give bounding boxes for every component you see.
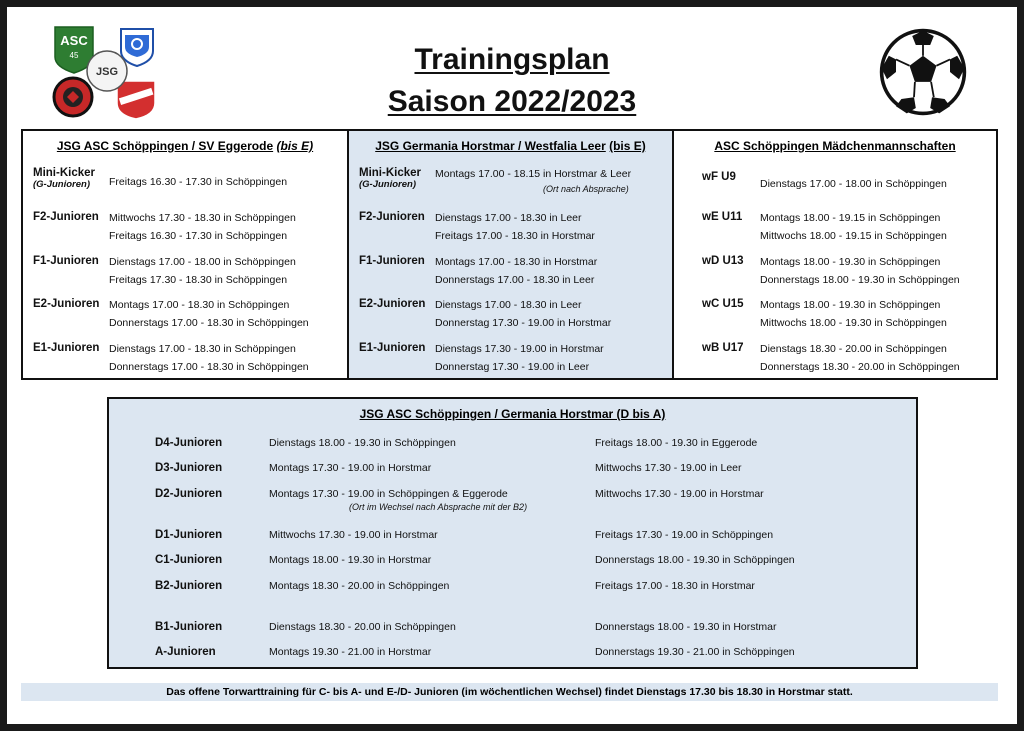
older-youth-table: JSG ASC Schöppingen / Germania Horstmar (D bis A) D4-Junioren Dienstags 18.00 - 19.30 in Schöppingen Freitags 18.00 - 19.30 in Eggerode D3-Junioren Montags 17.30 - 19.00 in Horstmar Mittwochs 17.30 - 19.00 in Leer D2-Junioren Montags 17.30 - 19.00 in Schöppingen & Eggerode Mittwochs 17.30 - 19.00 in Horstmar (Ort im Wechsel nach Absprache mit der B2) D1-Junioren Mittwochs 17.30 - 19.00 in Horstmar Freitags 17.30 - 19.00 in Schöppingen C1-Junioren Montags 18.00 - 19.30 in Horstmar Donnerstags 18.00 - 19.30 in Schöppingen B2-Junioren Montags 18.30 - 20.00 in Schöppingen Freitags 17.00 - 18.30 in Horstmar B1-Junioren Dienstags 18.30 - 20.00 in Schöppingen Donnerstags 18.00 - 19.30 in Horstmar A-Junioren Montags 19.30 - 21.00 in Horstmar Donnerstags 19.30 - 21.00 in Schöppingen	[107, 397, 918, 669]
table-header: JSG ASC Schöppingen / Germania Horstmar (D bis A)	[359, 407, 666, 421]
soccer-ball-icon	[873, 27, 973, 117]
column-header: JSG Germania Horstmar / Westfalia Leer (bis E)	[375, 139, 646, 153]
column-girls-teams: ASC Schöppingen Mädchenmannschaften wF U9 Dienstags 17.00 - 18.00 in Schöppingen wE U11 Montags 18.00 - 19.15 in Schöppingen Mittwochs 18.00 - 19.15 in Schöppingen wD U13 Montags 18.00 - 19.30 in Schöppingen Donnerstags 18.00 - 19.30 in Schöppingen wC U15 Montags 18.00 - 19.30 in Schöppingen Mittwochs 18.00 - 19.30 in Schöppingen wB U17 Dienstags 18.30 - 20.00 in Schöppingen Donnerstags 18.30 - 20.00 in Schöppingen	[674, 131, 996, 378]
training-plan-page	[7, 7, 1017, 724]
column-horstmar-leer: JSG Germania Horstmar / Westfalia Leer (bis E) Mini-Kicker (G-Junioren) Montags 17.00 - 18.15 in Horstmar & Leer (Ort nach Absprache) F2-Junioren Dienstags 17.00 - 18.30 in Leer Freitags 17.00 - 18.30 in Horstmar F1-Junioren Montags 17.00 - 18.30 in Horstmar Donnerstags 17.00 - 18.30 in Leer E2-Junioren Dienstags 17.00 - 18.30 in Leer Donnerstag 17.30 - 19.00 in Horstmar E1-Junioren Dienstags 17.30 - 19.00 in Horstmar Donnerstag 17.30 - 19.00 in Leer	[349, 131, 674, 378]
asc-logo-number: 45	[69, 51, 79, 60]
asc-logo-text: ASC	[60, 33, 88, 48]
jsg-logo-text: JSG	[95, 66, 119, 78]
page-subtitle: Saison 2022/2023	[387, 85, 637, 118]
page-title: Trainingsplan	[414, 43, 610, 76]
youth-schedule-table	[21, 129, 998, 380]
column-schoeppingen-eggerode: JSG ASC Schöppingen / SV Eggerode (bis E) Mini-Kicker (G-Junioren) Freitags 16.30 - 17.30 in Schöppingen F2-Junioren Mittwochs 17.30 - 18.30 in Schöppingen Freitags 16.30 - 17.30 in Schöppingen F1-Junioren Dienstags 17.00 - 18.00 in Schöppingen Freitags 17.30 - 18.30 in Schöppingen E2-Junioren Montags 17.00 - 18.30 in Schöppingen Donnerstags 17.00 - 18.30 in Schöppingen E1-Junioren Dienstags 17.00 - 18.30 in Schöppingen Donnerstags 17.00 - 18.30 in Schöppingen	[23, 131, 349, 378]
goalkeeper-training-note: Das offene Torwarttraining für C- bis A- und E-/D- Junioren (im wöchentlichen Wechsel) findet Dienstags 17.30 bis 18.30 in Horstmar statt.	[21, 683, 998, 701]
column-header: ASC Schöppingen Mädchenmannschaften	[714, 139, 956, 153]
column-header: JSG ASC Schöppingen / SV Eggerode (bis E)	[56, 139, 314, 153]
